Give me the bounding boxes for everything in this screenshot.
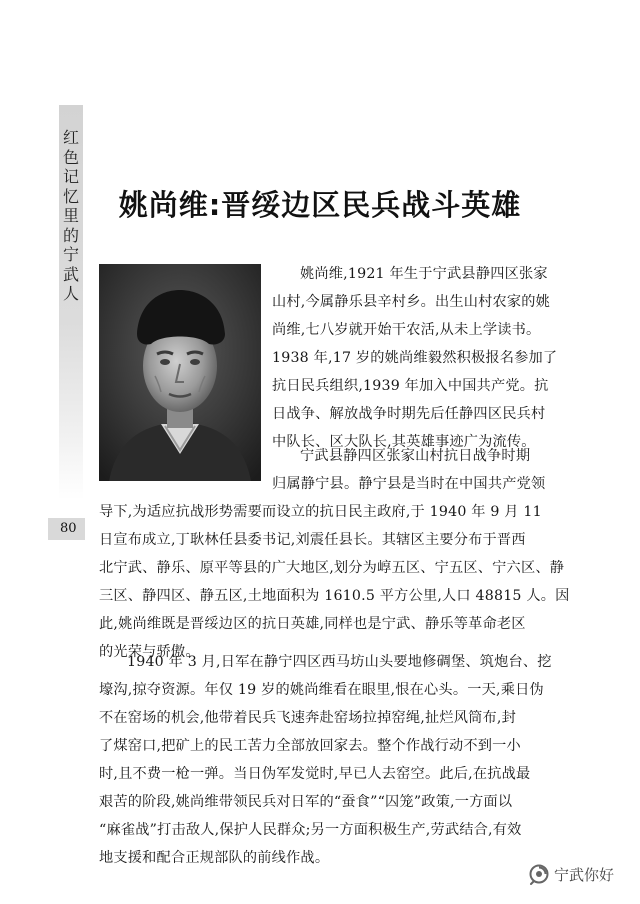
text-line: 了煤窑口,把矿上的民工苦力全部放回家去。整个作战行动不到一小 [99,738,521,754]
text-line: 北宁武、静乐、原平等县的广大地区,划分为崞五区、宁五区、宁六区、静 [99,560,565,576]
text-line: 地支援和配合正规部队的前线作战。 [99,850,330,866]
text-line: 尚维,七八岁就开始干农活,从未上学读书。 [272,322,541,338]
portrait-photo [99,264,261,481]
text-line: 艰苦的阶段,姚尚维带领民兵对日军的“蚕食”“囚笼”政策,一方面以 [99,794,513,810]
paragraph-jingning-start [272,442,588,498]
series-title: 红色记忆里的宁武人 [62,128,79,303]
paragraph-jingning-cont [99,498,588,666]
text-line: 山村,今属静乐县辛村乡。出生山村农家的姚 [272,294,551,310]
page-number: 80 [60,521,77,536]
text-line: 日宣布成立,丁耿林任县委书记,刘震任县长。其辖区主要分布于晋西 [99,532,526,548]
text-line: 1938 年,17 岁的姚尚维毅然积极报名参加了 [272,350,558,366]
watermark-text: 宁武你好 [554,865,615,884]
wechat-official-account-icon [528,863,550,885]
text-line: 的光荣与骄傲。 [99,644,200,660]
text-line: 此,姚尚维既是晋绥边区的抗日英雄,同样也是宁武、静乐等革命老区 [99,616,526,632]
wechat-watermark [528,862,614,886]
paragraph-1940 [99,648,588,872]
text-line: “麻雀战”打击敌人,保护人民群众;另一方面积极生产,劳武结合,有效 [99,822,522,838]
text-line: 抗日民兵组织,1939 年加入中国共产党。抗 [272,378,549,394]
text-line: 日战争、解放战争时期先后任静四区民兵村 [272,406,546,422]
article-title: 姚尚维:晋绥边区民兵战斗英雄 [118,188,522,222]
text-line: 不在窑场的机会,他带着民兵飞速奔赴窑场拉掉窑绳,扯烂风筒布,封 [99,710,516,726]
text-line: 三区、静四区、静五区,土地面积为 1610.5 平方公里,人口 48815 人。因 [99,588,570,604]
text-line: 时,且不费一枪一弹。当日伪军发觉时,早已人去窑空。此后,在抗战最 [99,766,531,782]
text-line: 导下,为适应抗战形势需要而设立的抗日民主政府,于 1940 年 9 月 11 [99,504,542,520]
text-line: 壕沟,掠夺资源。年仅 19 岁的姚尚维看在眼里,恨在心头。一天,乘日伪 [99,682,544,698]
text-line: 归属静宁县。静宁县是当时在中国共产党领 [272,476,546,492]
portrait-image [99,264,261,481]
text-line: 中队长、区大队长,其英雄事迹广为流传。 [272,434,536,450]
text-line: 1940 年 3 月,日军在静宁四区西马坊山头要地修碉堡、筑炮台、挖 [127,654,552,670]
text-line: 宁武县静四区张家山村抗日战争时期 [300,448,531,464]
paragraph-intro [272,260,588,456]
text-line: 姚尚维,1921 年生于宁武县静四区张家 [300,266,548,282]
